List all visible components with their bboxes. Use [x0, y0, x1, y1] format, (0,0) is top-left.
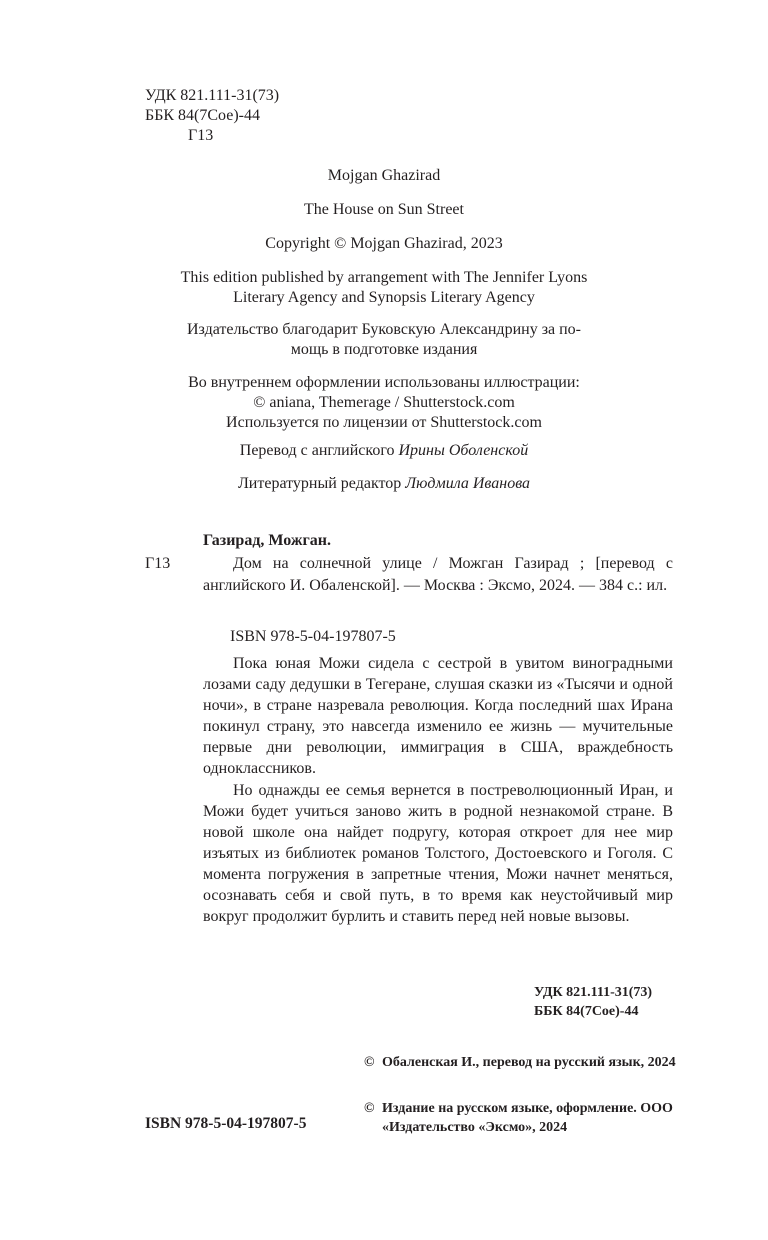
editor-credit [0, 474, 768, 494]
udk-code: УДК 821.111-31(73) [145, 87, 280, 104]
annotation-paragraph-2: Но однажды ее семья вернется в постреволюционный Иран, и Можи будет учиться заново жить в родной незнакомой стране. В новой школе она найдет подругу, которая откроет для нее мир изъятых из библиотек романов Толстого, Достоевского и Гоголя. С момента погружения в запретные чтения, Можи начнет меняться, осознавать себя и свой путь, в то время как неустойчивый мир вокруг продолжит бурлить и ставить перед ней новые вызовы. [203, 781, 673, 926]
copyright-translation-text: Обаленская И., перевод на русский язык, 2024 [382, 1055, 676, 1070]
copyright-edition [364, 1099, 684, 1137]
footer-isbn: ISBN 978-5-04-197807-5 [145, 1115, 307, 1132]
annotation-paragraph-1: Пока юная Можи сидела с сестрой в увитом виноградными лозами саду дедушки в Тегеране, слушая сказки из «Тысячи и одной ночи», в стране назревала революция. Когда последний шах Ирана покинул страну, это навсегда изменило ее жизнь — мучительные первые дни революции, иммиграция в США, враждебность одноклассников. [203, 655, 673, 778]
classification-codes [145, 86, 279, 146]
editor-name: Людмила Иванова [405, 475, 531, 492]
illustrations-notice [0, 373, 768, 433]
copyright-icon: © [364, 1055, 375, 1070]
thanks-notice [0, 320, 768, 360]
bbk-code: ББК 84(7Сое)-44 [145, 107, 260, 124]
footer-udk: УДК 821.111-31(73) [534, 985, 653, 1000]
translator-name: Ирины Оболенской [398, 442, 529, 459]
catalog-heading: Газирад, Можган. [203, 532, 331, 549]
catalog-isbn: ISBN 978-5-04-197807-5 [230, 628, 396, 645]
footer-codes [534, 983, 652, 1021]
arrangement-notice [0, 268, 768, 308]
catalog-description [203, 553, 673, 596]
catalog-author-mark: Г13 [145, 555, 171, 572]
arrangement-line-1: This edition published by arrangement with The Jennifer Lyons [180, 269, 588, 286]
illustrations-line-1: Во внутреннем оформлении использованы иллюстрации: [188, 374, 580, 391]
illustrations-line-3: Используется по лицензии от Shutterstock.com [226, 414, 542, 431]
editor-label: Литературный редактор [237, 475, 406, 492]
arrangement-line-2: Literary Agency and Synopsis Literary Agency [233, 289, 535, 306]
footer-bbk: ББК 84(7Сое)-44 [534, 1004, 639, 1019]
illustrations-line-2: © aniana, Themerage / Shutterstock.com [253, 394, 515, 411]
annotation [203, 653, 673, 927]
translation-label: Перевод с английского [239, 442, 399, 459]
copyright-translation [364, 1053, 684, 1072]
thanks-line-2: мощь в подготовке издания [290, 341, 478, 358]
translation-credit [0, 441, 768, 461]
original-author: Mojgan Ghazirad [327, 167, 441, 184]
catalog-description-text: Дом на солнечной улице / Можган Газирад ; [перевод с английского И. Обаленской]. — Москва : Эксмо, 2024. — 384 с.: ил. [203, 555, 673, 594]
original-title: The House on Sun Street [304, 201, 464, 218]
original-copyright: Copyright © Mojgan Ghazirad, 2023 [265, 235, 503, 252]
author-mark: Г13 [188, 127, 214, 144]
thanks-line-1: Издательство благодарит Буковскую Александрину за по- [186, 321, 582, 338]
copyright-icon: © [364, 1101, 375, 1116]
copyright-edition-text: Издание на русском языке, оформление. ООО «Издательство «Эксмо», 2024 [382, 1101, 673, 1135]
